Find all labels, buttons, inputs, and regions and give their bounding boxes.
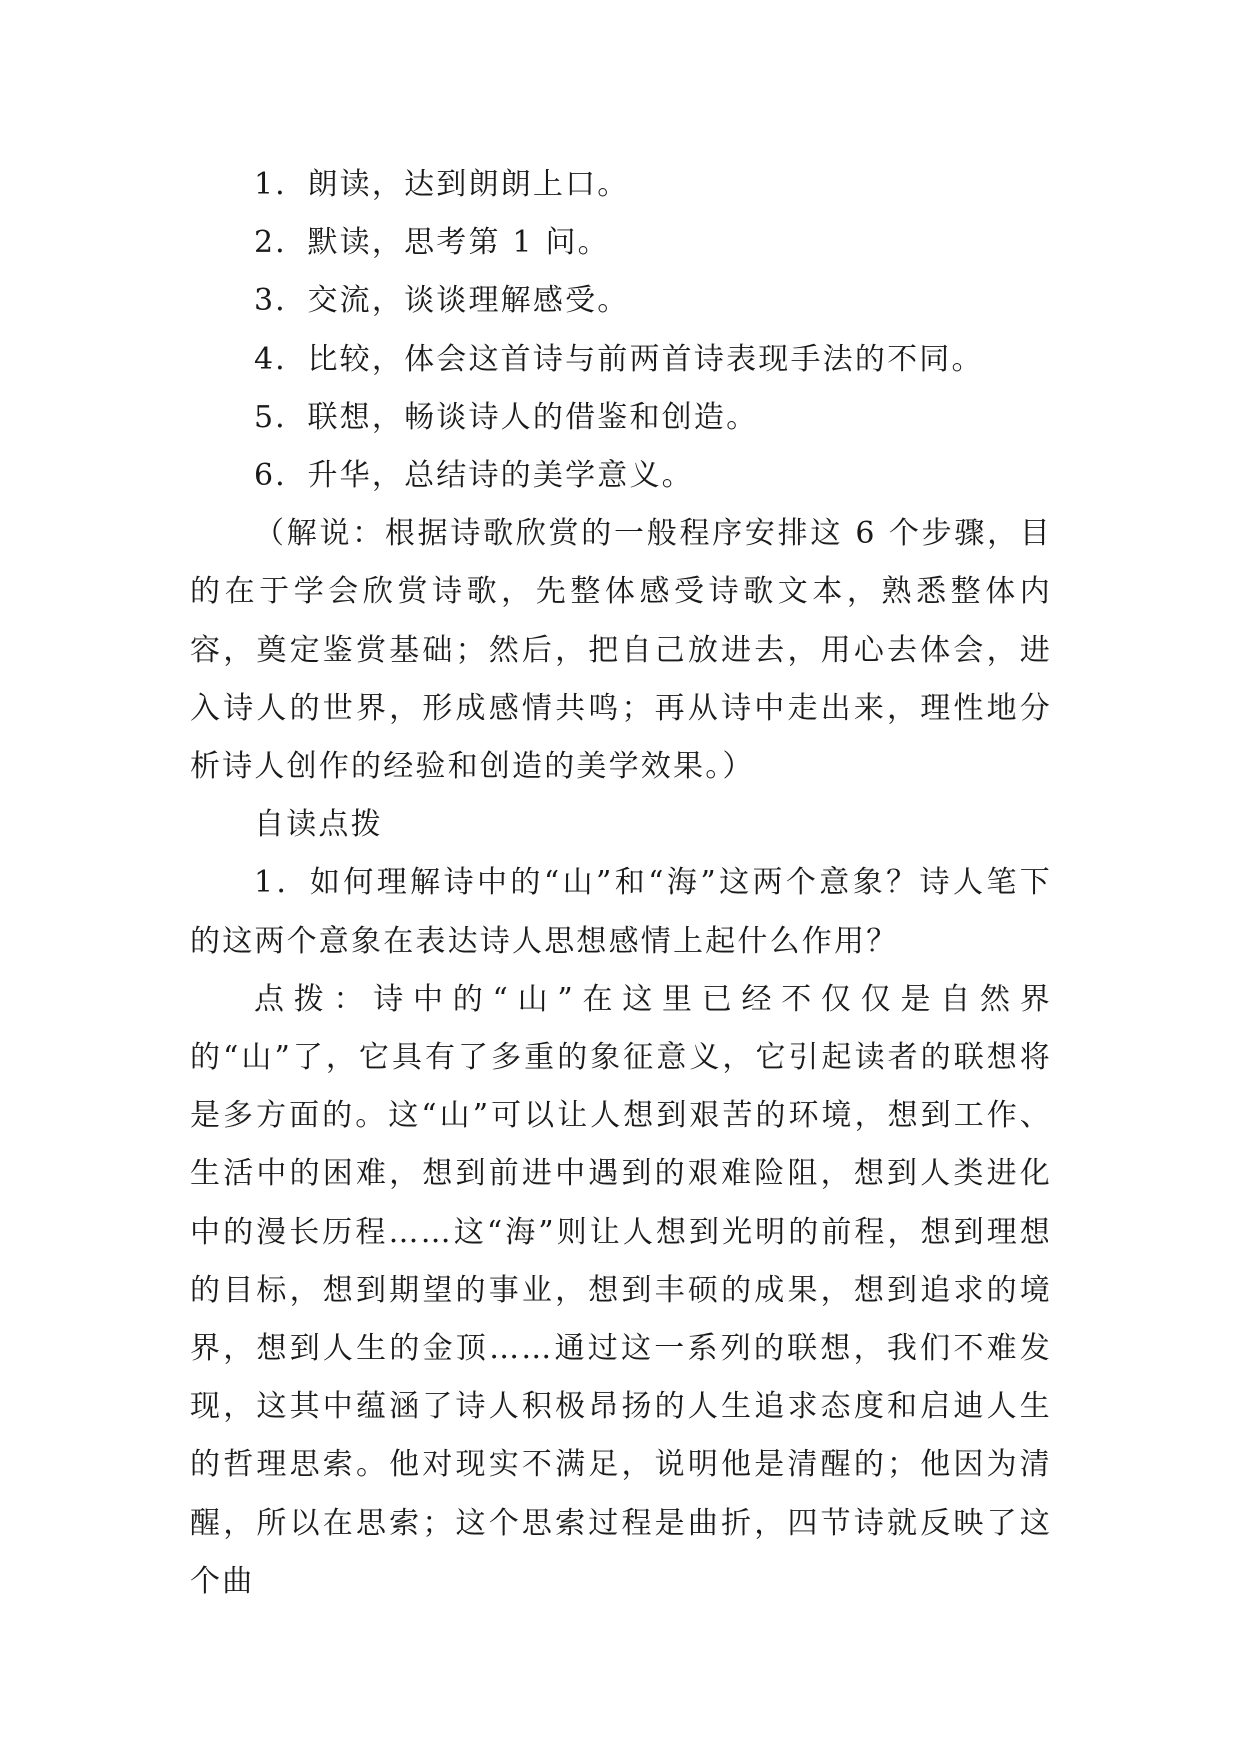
question-1-paragraph: 1．如何理解诗中的“山”和“海”这两个意象？诗人笔下的这两个意象在表达诗人思想感情上起什么作用？ <box>190 865 1052 959</box>
explanation-paragraph: （解说：根据诗歌欣赏的一般程序安排这 6 个步骤，目的在于学会欣赏诗歌，先整体感受诗歌文本，熟悉整体内容，奠定鉴赏基础；然后，把自己放进去，用心去体会，进入诗人的世界，形成感情共鸣；再从诗中走出来，理性地分析诗人创作的经验和创造的美学效果。） <box>190 516 1052 785</box>
step-4-paragraph: 4．比较，体会这首诗与前两首诗表现手法的不同。 <box>254 341 984 377</box>
step-3-paragraph: 3．交流，谈谈理解感受。 <box>254 283 630 319</box>
document-body <box>190 156 1052 1611</box>
step-6-paragraph: 6．升华，总结诗的美学意义。 <box>254 458 694 494</box>
section-heading: 自读点拨 <box>254 807 383 843</box>
step-1-paragraph: 1．朗读，达到朗朗上口。 <box>254 167 630 202</box>
step-5-paragraph: 5．联想，畅谈诗人的借鉴和创造。 <box>254 399 759 435</box>
hint-paragraph: 点拨：诗中的“山”在这里已经不仅仅是自然界的“山”了，它具有了多重的象征意义，它引起读者的联想将是多方面的。这“山”可以让人想到艰苦的环境，想到工作、生活中的困难，想到前进中遇到的艰难险阻，想到人类进化中的漫长历程……这“海”则让人想到光明的前程，想到理想的目标，想到期望的事业，想到丰硕的成果，想到追求的境界，想到人生的金顶……通过这一系列的联想，我们不难发现，这其中蕴涵了诗人积极昂扬的人生追求态度和启迪人生的哲理思索。他对现实不满足，说明他是清醒的；他因为清醒，所以在思索；这个思索过程是曲折，四节诗就反映了这个曲 <box>190 981 1052 1599</box>
step-2-paragraph: 2．默读，思考第 1 问。 <box>254 225 610 261</box>
